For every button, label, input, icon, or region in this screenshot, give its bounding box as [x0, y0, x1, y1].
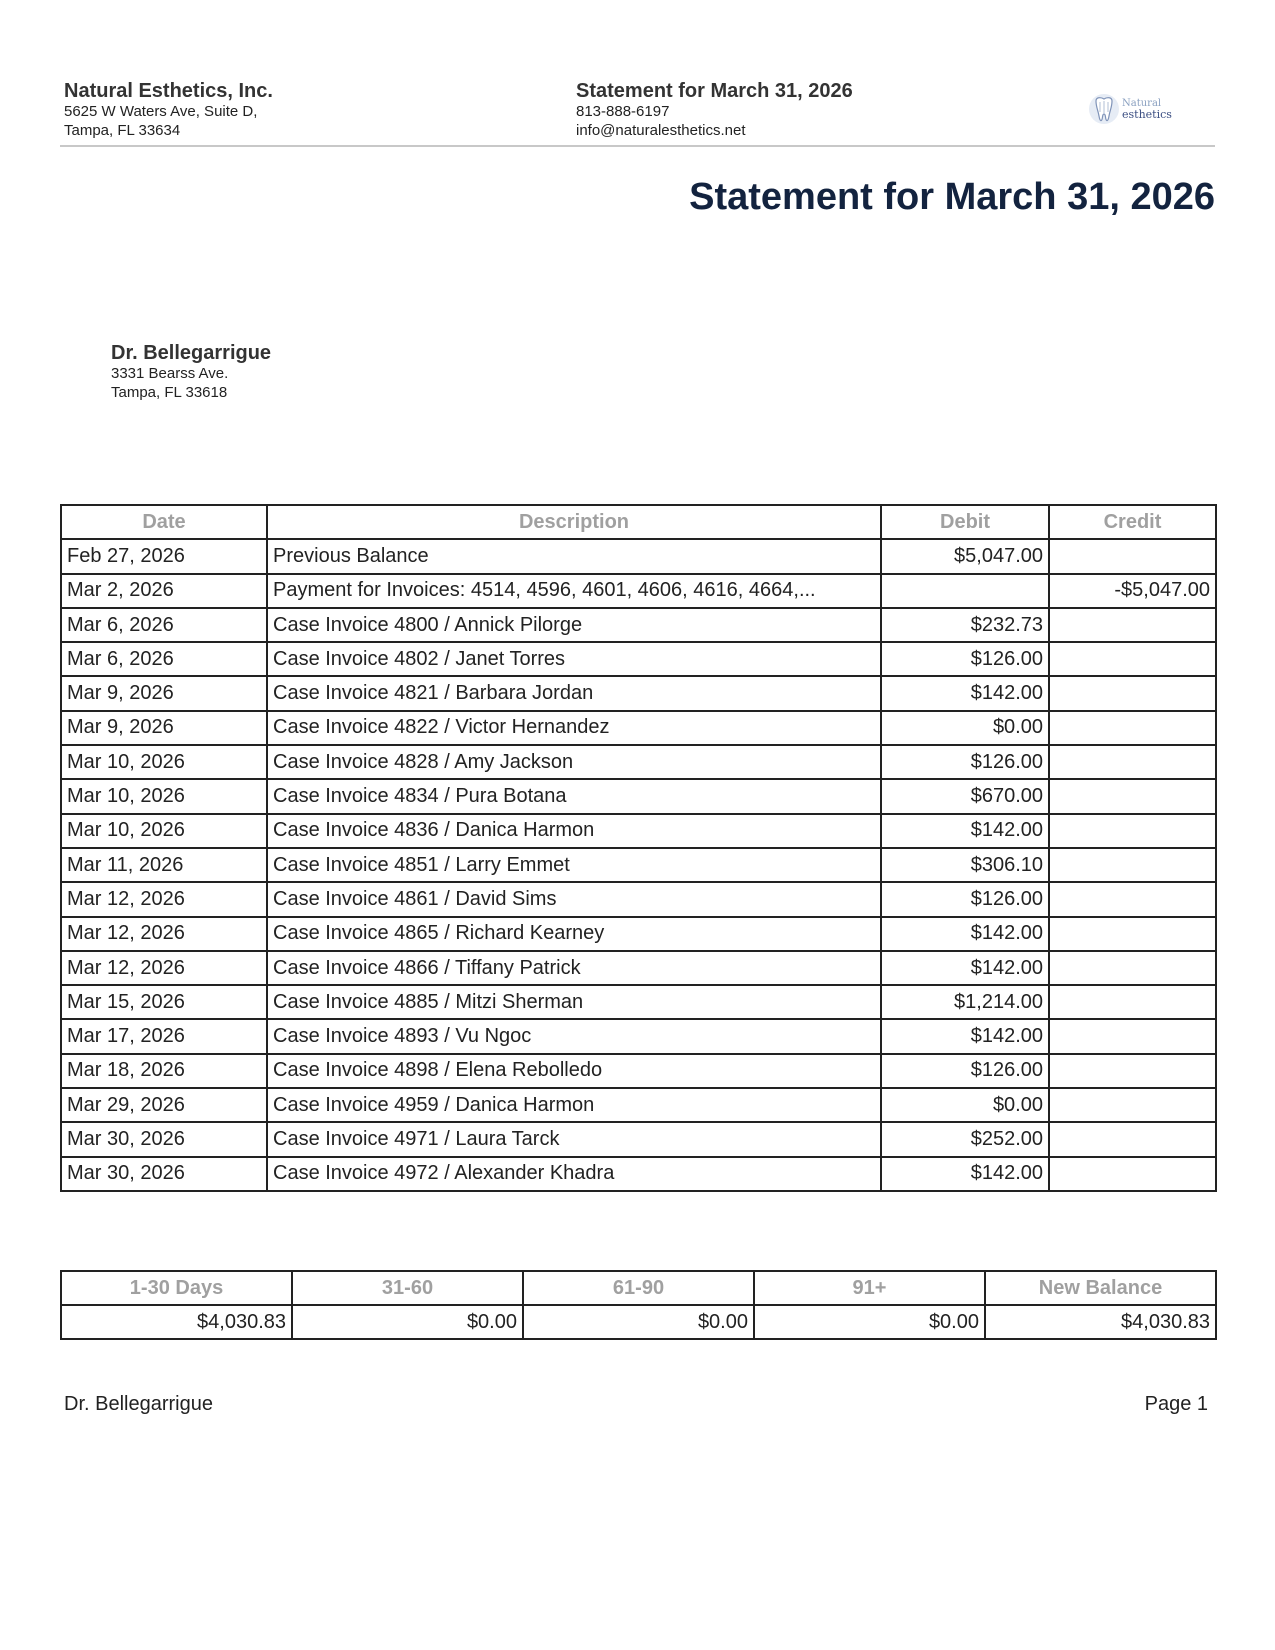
table-row: [61, 882, 1216, 916]
aging-table: [60, 1270, 1217, 1340]
row-date: Mar 15, 2026: [61, 985, 267, 1019]
row-debit: $5,047.00: [881, 539, 1049, 573]
row-credit: [1049, 1122, 1216, 1156]
table-row: [61, 539, 1216, 573]
row-debit: $142.00: [881, 917, 1049, 951]
tooth-logo-icon: [1088, 92, 1120, 130]
row-debit: $232.73: [881, 608, 1049, 642]
table-row: [61, 814, 1216, 848]
logo-text-esthetics: esthetics: [1122, 108, 1172, 121]
aging-header-61-90: 61-90: [523, 1271, 754, 1305]
row-debit: $126.00: [881, 1054, 1049, 1088]
footer-recipient-name: Dr. Bellegarrigue: [64, 1393, 213, 1415]
row-date: Mar 6, 2026: [61, 608, 267, 642]
row-debit: $670.00: [881, 779, 1049, 813]
row-credit: [1049, 676, 1216, 710]
table-row: [61, 779, 1216, 813]
aging-header-1-30: 1-30 Days: [61, 1271, 292, 1305]
row-description: Case Invoice 4972 / Alexander Khadra: [267, 1157, 881, 1191]
table-row: [61, 711, 1216, 745]
row-description: Case Invoice 4821 / Barbara Jordan: [267, 676, 881, 710]
row-date: Mar 29, 2026: [61, 1088, 267, 1122]
table-row: [61, 848, 1216, 882]
row-credit: [1049, 1019, 1216, 1053]
column-header-credit: Credit: [1049, 505, 1216, 539]
row-description: Previous Balance: [267, 539, 881, 573]
table-row: [61, 1157, 1216, 1191]
recipient-name: Dr. Bellegarrigue: [111, 342, 272, 364]
row-date: Mar 10, 2026: [61, 814, 267, 848]
table-row: [61, 985, 1216, 1019]
row-debit: $126.00: [881, 882, 1049, 916]
row-date: Mar 9, 2026: [61, 676, 267, 710]
row-date: Mar 12, 2026: [61, 917, 267, 951]
row-credit: [1049, 882, 1216, 916]
row-description: Case Invoice 4898 / Elena Rebolledo: [267, 1054, 881, 1088]
row-description: Case Invoice 4800 / Annick Pilorge: [267, 608, 881, 642]
row-credit: [1049, 848, 1216, 882]
row-debit: $142.00: [881, 676, 1049, 710]
row-debit: $126.00: [881, 642, 1049, 676]
row-credit: -$5,047.00: [1049, 574, 1216, 608]
row-debit: $142.00: [881, 1157, 1049, 1191]
row-credit: [1049, 539, 1216, 573]
row-debit: [881, 574, 1049, 608]
table-row: [61, 1088, 1216, 1122]
row-date: Mar 11, 2026: [61, 848, 267, 882]
row-credit: [1049, 1054, 1216, 1088]
company-email: info@naturalesthetics.net: [576, 122, 746, 139]
company-address-line2: Tampa, FL 33634: [64, 122, 181, 139]
row-credit: [1049, 917, 1216, 951]
table-row: [61, 642, 1216, 676]
row-description: Case Invoice 4885 / Mitzi Sherman: [267, 985, 881, 1019]
row-date: Mar 12, 2026: [61, 882, 267, 916]
aging-values-row: [61, 1305, 1216, 1339]
table-row: [61, 951, 1216, 985]
column-header-debit: Debit: [881, 505, 1049, 539]
row-debit: $142.00: [881, 814, 1049, 848]
header-divider: [60, 145, 1215, 147]
row-date: Feb 27, 2026: [61, 539, 267, 573]
column-header-description: Description: [267, 505, 881, 539]
row-debit: $306.10: [881, 848, 1049, 882]
row-description: Case Invoice 4861 / David Sims: [267, 882, 881, 916]
row-date: Mar 30, 2026: [61, 1157, 267, 1191]
row-credit: [1049, 711, 1216, 745]
aging-header-91-plus: 91+: [754, 1271, 985, 1305]
row-debit: $252.00: [881, 1122, 1049, 1156]
table-row: [61, 1122, 1216, 1156]
aging-header-31-60: 31-60: [292, 1271, 523, 1305]
row-debit: $1,214.00: [881, 985, 1049, 1019]
company-name: Natural Esthetics, Inc.: [64, 80, 273, 102]
row-credit: [1049, 1157, 1216, 1191]
row-date: Mar 10, 2026: [61, 779, 267, 813]
table-row: [61, 1019, 1216, 1053]
row-credit: [1049, 642, 1216, 676]
row-description: Payment for Invoices: 4514, 4596, 4601, 4606, 4616, 4664,...: [267, 574, 881, 608]
row-debit: $142.00: [881, 951, 1049, 985]
row-date: Mar 9, 2026: [61, 711, 267, 745]
row-description: Case Invoice 4836 / Danica Harmon: [267, 814, 881, 848]
row-credit: [1049, 814, 1216, 848]
recipient-address-line2: Tampa, FL 33618: [111, 384, 228, 401]
row-debit: $142.00: [881, 1019, 1049, 1053]
company-phone: 813-888-6197: [576, 103, 670, 120]
ledger-header-row: [61, 505, 1216, 539]
page-number: Page 1: [1144, 1393, 1208, 1415]
aging-value-61-90: $0.00: [523, 1305, 754, 1339]
row-debit: $126.00: [881, 745, 1049, 779]
row-description: Case Invoice 4893 / Vu Ngoc: [267, 1019, 881, 1053]
aging-value-1-30: $4,030.83: [61, 1305, 292, 1339]
table-row: [61, 608, 1216, 642]
company-address-line1: 5625 W Waters Ave, Suite D,: [64, 103, 258, 120]
row-date: Mar 12, 2026: [61, 951, 267, 985]
row-description: Case Invoice 4802 / Janet Torres: [267, 642, 881, 676]
table-row: [61, 745, 1216, 779]
row-description: Case Invoice 4828 / Amy Jackson: [267, 745, 881, 779]
row-description: Case Invoice 4971 / Laura Tarck: [267, 1122, 881, 1156]
table-row: [61, 917, 1216, 951]
row-description: Case Invoice 4822 / Victor Hernandez: [267, 711, 881, 745]
recipient-address-line1: 3331 Bearss Ave.: [111, 365, 229, 382]
company-logo: [1088, 92, 1172, 130]
table-row: [61, 574, 1216, 608]
ledger-table: [60, 504, 1217, 1192]
aging-header-new-balance: New Balance: [985, 1271, 1216, 1305]
row-date: Mar 30, 2026: [61, 1122, 267, 1156]
row-description: Case Invoice 4866 / Tiffany Patrick: [267, 951, 881, 985]
statement-header-title: Statement for March 31, 2026: [576, 80, 853, 102]
logo-text-natural: Natural: [1122, 98, 1162, 109]
row-date: Mar 17, 2026: [61, 1019, 267, 1053]
company-block: [64, 80, 273, 140]
row-credit: [1049, 745, 1216, 779]
aging-value-31-60: $0.00: [292, 1305, 523, 1339]
row-credit: [1049, 1088, 1216, 1122]
page-title: Statement for March 31, 2026: [689, 176, 1215, 218]
row-debit: $0.00: [881, 1088, 1049, 1122]
row-credit: [1049, 779, 1216, 813]
aging-header-row: [61, 1271, 1216, 1305]
column-header-date: Date: [61, 505, 267, 539]
row-date: Mar 10, 2026: [61, 745, 267, 779]
row-description: Case Invoice 4851 / Larry Emmet: [267, 848, 881, 882]
recipient-block: [111, 342, 271, 402]
row-credit: [1049, 985, 1216, 1019]
table-row: [61, 676, 1216, 710]
row-credit: [1049, 951, 1216, 985]
row-date: Mar 2, 2026: [61, 574, 267, 608]
row-debit: $0.00: [881, 711, 1049, 745]
row-credit: [1049, 608, 1216, 642]
row-date: Mar 6, 2026: [61, 642, 267, 676]
table-row: [61, 1054, 1216, 1088]
aging-value-91-plus: $0.00: [754, 1305, 985, 1339]
row-date: Mar 18, 2026: [61, 1054, 267, 1088]
statement-contact-block: [576, 80, 853, 140]
row-description: Case Invoice 4834 / Pura Botana: [267, 779, 881, 813]
row-description: Case Invoice 4959 / Danica Harmon: [267, 1088, 881, 1122]
new-balance-value: $4,030.83: [985, 1305, 1216, 1339]
row-description: Case Invoice 4865 / Richard Kearney: [267, 917, 881, 951]
